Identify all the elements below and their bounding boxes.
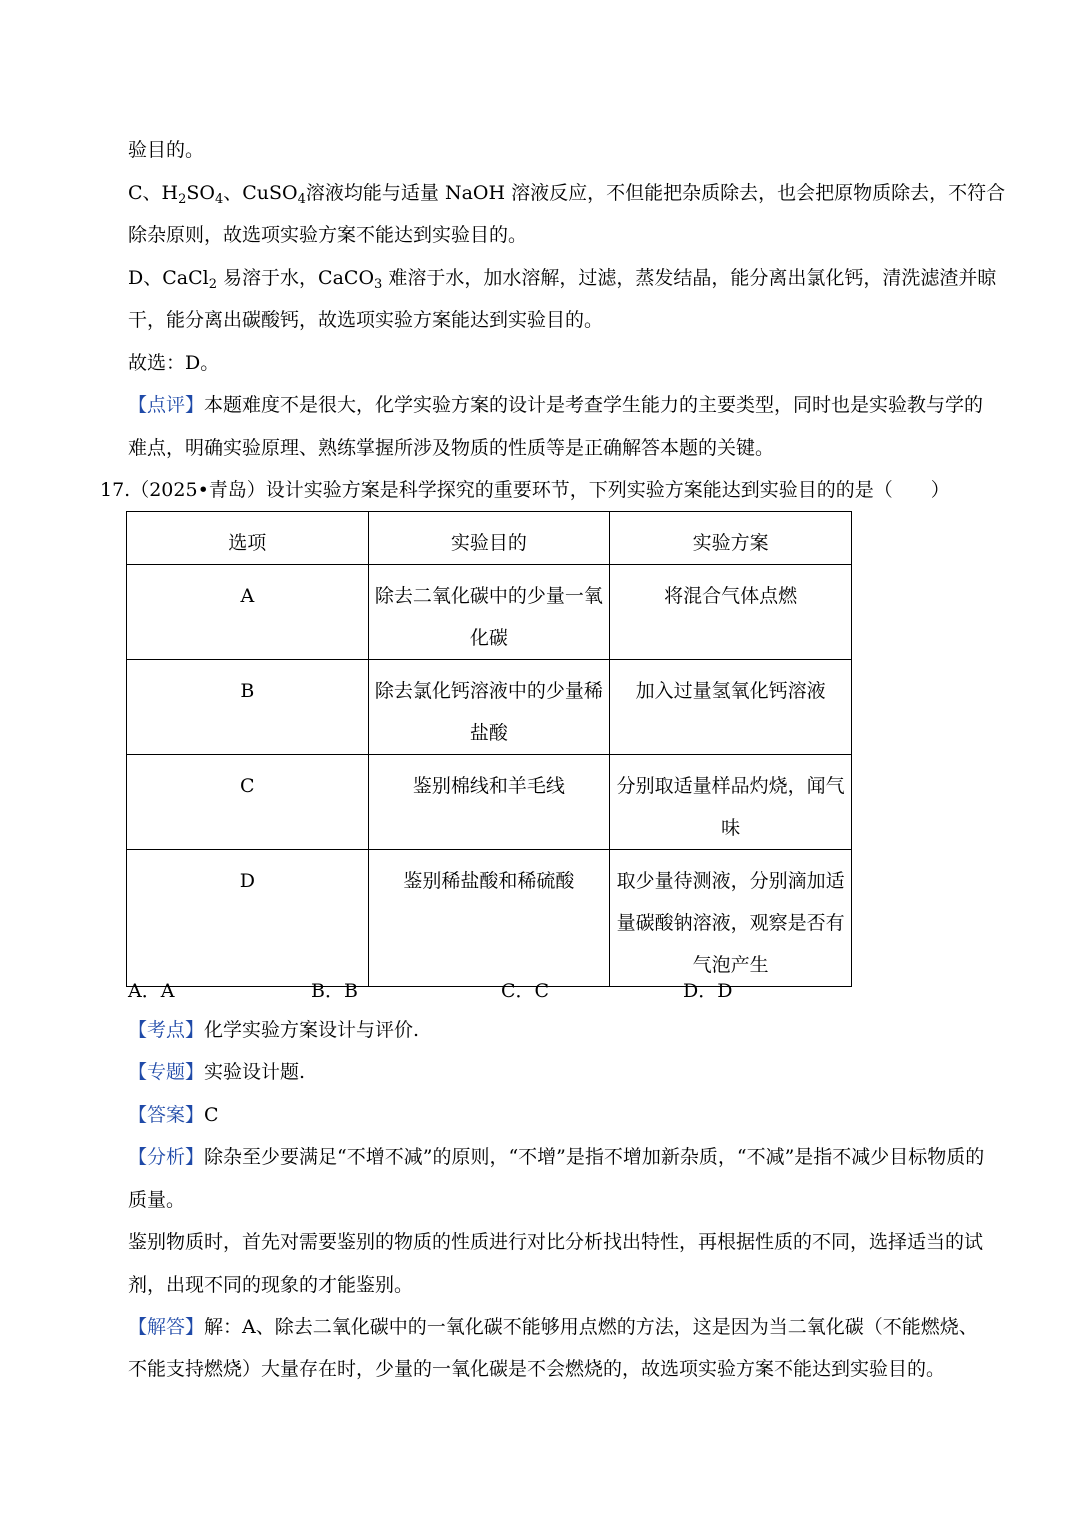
header-option: 选项 — [127, 512, 369, 565]
table-row — [127, 755, 852, 850]
table-row — [127, 660, 852, 755]
prev-option-d-line-1: D、CaCl$_2$ 易溶于水，CaCO$_3$ 难溶于水，加水溶解，过滤，蒸发结晶，能分离出氯化钙，清洗滤渣并晾 — [128, 267, 997, 292]
row-option: C — [127, 755, 369, 850]
analysis-line-1: 【分析】除杂至少要满足“不增不减”的原则，“不增”是指不增加新杂质，“不减”是指不减少目标物质的 — [128, 1146, 985, 1168]
prev-option-c-line-1: C、$H_2SO_4$、CuSO$_4$溶液均能与适量 NaOH 溶液反应，不但能把杂质除去，也会把原物质除去，不符合 — [128, 182, 1006, 207]
option-c[interactable]: C．C — [501, 980, 550, 1002]
answer: 【答案】C — [128, 1104, 219, 1126]
analysis-line-3: 鉴别物质时，首先对需要鉴别的物质的性质进行对比分析找出特性，再根据性质的不同，选择适当的试 — [128, 1231, 984, 1253]
solution-line-1: 【解答】解：A、除去二氧化碳中的一氧化碳不能够用点燃的方法，这是因为当二氧化碳（不能燃烧、 — [128, 1316, 978, 1338]
row-goal: 除去二氧化碳中的少量一氧 化碳 — [368, 565, 610, 660]
row-plan: 将混合气体点燃 — [610, 565, 852, 660]
option-a[interactable]: A．A — [128, 980, 175, 1002]
solution-line-2: 不能支持燃烧）大量存在时，少量的一氧化碳是不会燃烧的，故选项实验方案不能达到实验目的。 — [128, 1358, 946, 1380]
table-row — [127, 850, 852, 987]
header-goal: 实验目的 — [368, 512, 610, 565]
prev-option-c-line-2: 除杂原则，故选项实验方案不能达到实验目的。 — [128, 224, 528, 246]
topic: 【专题】实验设计题. — [128, 1061, 306, 1083]
row-plan: 取少量待测液，分别滴加适 量碳酸钠溶液，观察是否有 气泡产生 — [610, 850, 852, 987]
row-goal: 除去氯化钙溶液中的少量稀 盐酸 — [368, 660, 610, 755]
analysis-line-2: 质量。 — [128, 1189, 186, 1211]
option-b[interactable]: B．B — [311, 980, 358, 1002]
review-line-2: 难点，明确实验原理、熟练掌握所涉及物质的性质等是正确解答本题的关键。 — [128, 437, 775, 459]
options-table — [126, 511, 852, 987]
row-option: D — [127, 850, 369, 987]
prev-line-1: 验目的。 — [128, 139, 205, 161]
analysis-line-4: 剂，出现不同的现象的才能鉴别。 — [128, 1274, 414, 1296]
row-goal: 鉴别稀盐酸和稀硫酸 — [368, 850, 610, 987]
review-line-1: 【点评】本题难度不是很大，化学实验方案的设计是考查学生能力的主要类型，同时也是实验教与学的 — [128, 394, 984, 416]
table-header-row — [127, 512, 852, 565]
table-row — [127, 565, 852, 660]
knowledge-point: 【考点】化学实验方案设计与评价. — [128, 1019, 420, 1041]
header-plan: 实验方案 — [610, 512, 852, 565]
row-plan: 加入过量氢氧化钙溶液 — [610, 660, 852, 755]
question-stem: 17.（2025•青岛）设计实验方案是科学探究的重要环节，下列实验方案能达到实验目的的是（ ） — [100, 479, 950, 501]
row-option: A — [127, 565, 369, 660]
review-tag: 【点评】 — [128, 394, 205, 416]
option-d[interactable]: D．D — [683, 980, 733, 1002]
prev-choice: 故选：D。 — [128, 352, 220, 374]
row-option: B — [127, 660, 369, 755]
row-plan: 分别取适量样品灼烧，闻气 味 — [610, 755, 852, 850]
prev-option-d-line-2: 干，能分离出碳酸钙，故选项实验方案能达到实验目的。 — [128, 309, 604, 331]
row-goal: 鉴别棉线和羊毛线 — [368, 755, 610, 850]
